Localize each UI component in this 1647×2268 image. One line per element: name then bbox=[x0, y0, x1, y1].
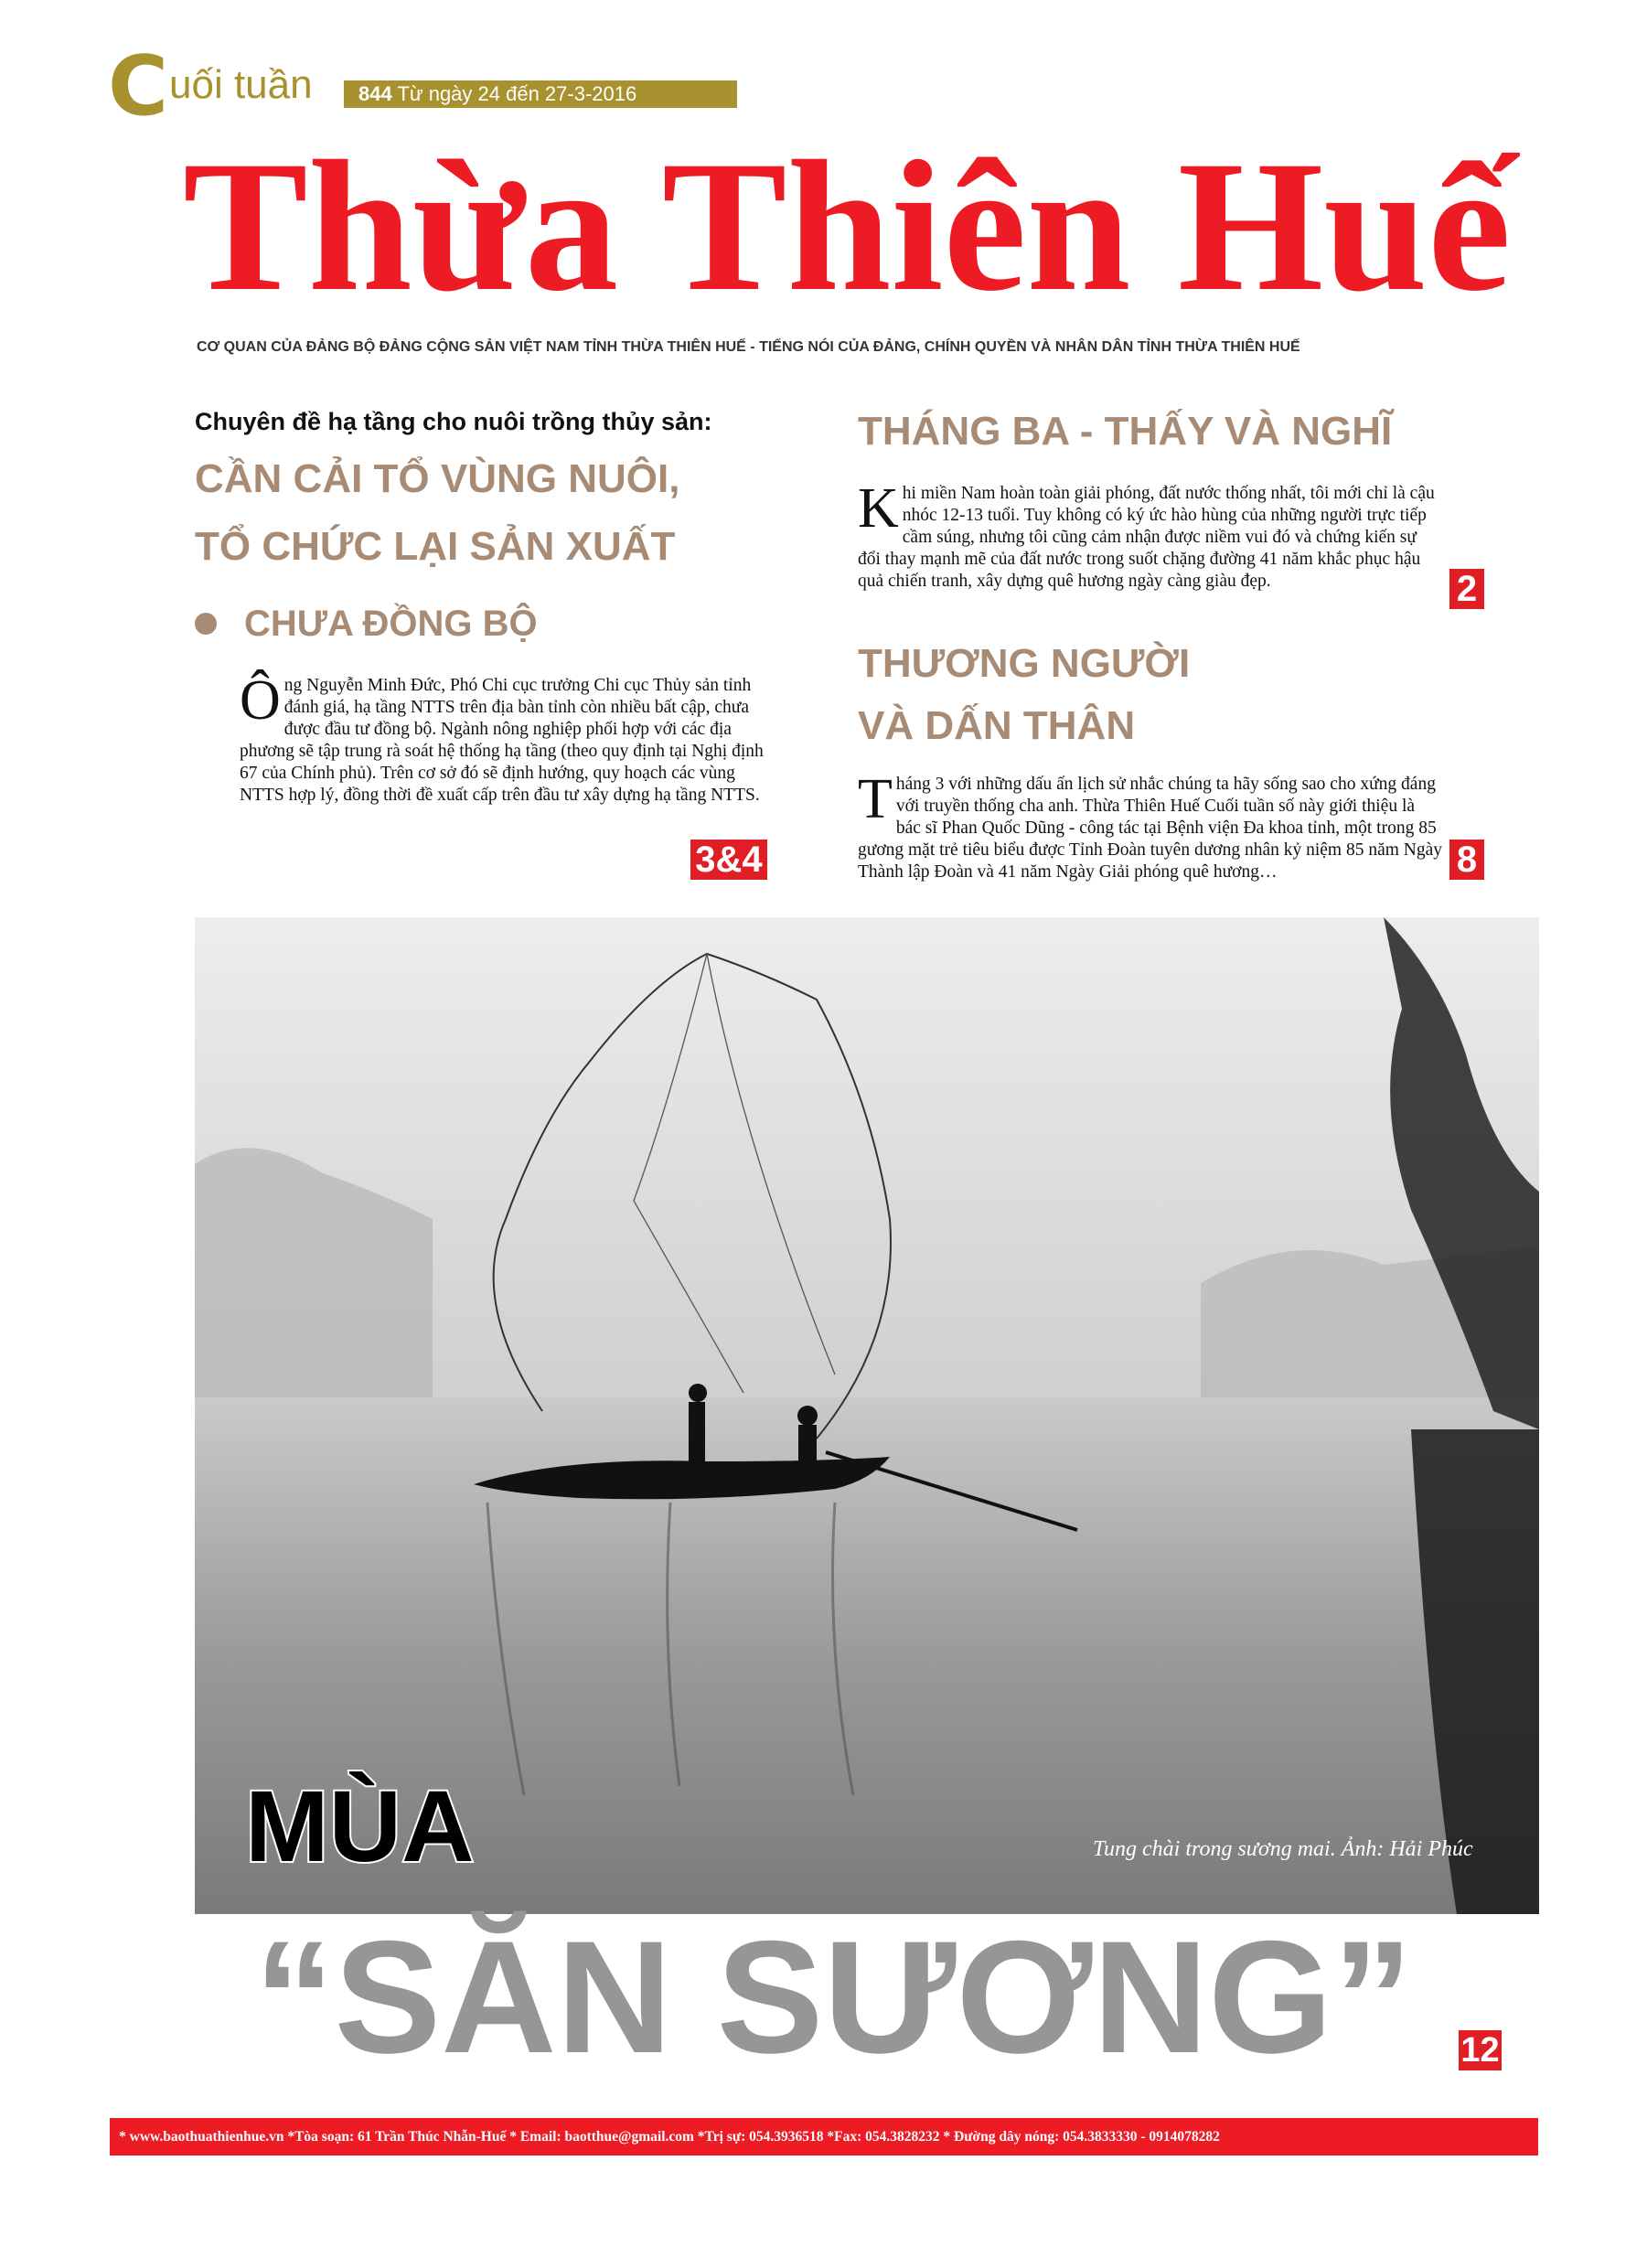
footer-contact-bar: * www.baothuathienhue.vn *Tòa soạn: 61 Trần Thúc Nhẫn-Huế * Email: baotthue@gmail.com *Trị sự: 054.3936518 *Fax: 054.3828232 * Đường dây nóng: 054.3833330 - 0914078282 bbox=[110, 2118, 1538, 2156]
logo-text: uối tuần bbox=[169, 62, 313, 107]
left-subhead bbox=[195, 602, 538, 646]
right-body-1 bbox=[858, 477, 1443, 593]
page-badge-8[interactable]: 8 bbox=[1449, 840, 1484, 880]
drop-cap: Ô bbox=[240, 669, 281, 732]
left-headline-1[interactable]: CẦN CẢI TỔ VÙNG NUÔI, bbox=[195, 456, 680, 501]
left-subhead-text: CHƯA ĐỒNG BỘ bbox=[244, 604, 538, 644]
masthead-title: Thừa Thiên Huế bbox=[183, 123, 1512, 330]
cover-title-mua[interactable]: MÙA bbox=[245, 1771, 475, 1883]
right-body-1-text: hi miền Nam hoàn toàn giải phóng, đất nước thống nhất, tôi mới chỉ là cậu nhóc 12-13 tuổi. Tuy không có ký ức hào hùng của những người trực tiếp cầm súng, nhưng tôi cũng cảm nhận được niềm vui đó và chứng kiến sự đổi thay mạnh mẽ của đất nước trong suốt chặng đường 41 năm khắc phục hậu quả chiến tranh, xây dựng quê hương ngày càng giàu đẹp. bbox=[858, 484, 1435, 591]
left-body bbox=[240, 669, 770, 807]
left-kicker: Chuyên đề hạ tầng cho nuôi trồng thủy sản: bbox=[195, 408, 712, 435]
drop-cap: T bbox=[858, 768, 893, 830]
tagline: CƠ QUAN CỦA ĐẢNG BỘ ĐẢNG CỘNG SẢN VIỆT NAM TỈNH THỪA THIÊN HUẾ - TIẾNG NÓI CỦA ĐẢNG, CHÍNH QUYỀN VÀ NHÂN DÂN TỈNH THỪA THIÊN HUẾ bbox=[197, 339, 1300, 355]
issue-bar bbox=[344, 80, 737, 108]
cover-photo bbox=[195, 917, 1539, 1914]
drop-cap: K bbox=[858, 477, 899, 540]
fisherman-photo bbox=[195, 917, 1539, 1914]
page-badge-2[interactable]: 2 bbox=[1449, 569, 1484, 609]
issue-number: 844 bbox=[358, 82, 392, 105]
bullet-icon bbox=[195, 613, 217, 635]
page-badge-12[interactable]: 12 bbox=[1459, 2030, 1502, 2070]
right-body-2 bbox=[858, 768, 1443, 883]
logo-c: C bbox=[108, 38, 169, 134]
cover-title-san-suong[interactable]: “SĂN SƯƠNG” bbox=[254, 1909, 1413, 2087]
right-body-2-text: háng 3 với những dấu ấn lịch sử nhắc chúng ta hãy sống sao cho xứng đáng với truyền thống cha anh. Thừa Thiên Huế Cuối tuần số này giới thiệu là bác sĩ Phan Quốc Dũng - công tác tại Bệnh viện Đa khoa tỉnh, một trong 85 gương mặt trẻ tiêu biểu được Tỉnh Đoàn tuyên dương nhân kỷ niệm 85 năm Ngày Thành lập Đoàn và 41 năm Ngày Giải phóng quê hương… bbox=[858, 775, 1443, 882]
left-headline-2[interactable]: TỔ CHỨC LẠI SẢN XUẤT bbox=[195, 524, 676, 569]
masthead bbox=[183, 119, 1536, 335]
page-badge-3-4[interactable]: 3&4 bbox=[690, 840, 767, 880]
right-headline-1[interactable]: THÁNG BA - THẤY VÀ NGHĨ bbox=[858, 409, 1393, 454]
left-body-text: ng Nguyễn Minh Đức, Phó Chi cục trưởng Chi cục Thủy sản tỉnh đánh giá, hạ tầng NTTS trên địa bàn tỉnh còn nhiều bất cập, chưa được đầu tư đồng bộ. Ngành nông nghiệp phối hợp với các địa phương sẽ tập trung rà soát hệ thống hạ tầng (theo quy định tại Nghị định 67 của Chính phủ). Trên cơ sở đó sẽ định hướng, quy hoạch các vùng NTTS hợp lý, đồng thời đề xuất cấp trên đầu tư xây dựng hạ tầng NTTS. bbox=[240, 676, 764, 805]
right-headline-2b[interactable]: VÀ DẤN THÂN bbox=[858, 703, 1136, 748]
photo-caption: Tung chài trong sương mai. Ảnh: Hải Phúc bbox=[1093, 1837, 1473, 1861]
right-headline-2a[interactable]: THƯƠNG NGƯỜI bbox=[858, 641, 1191, 686]
issue-dates: Từ ngày 24 đến 27-3-2016 bbox=[397, 82, 637, 105]
